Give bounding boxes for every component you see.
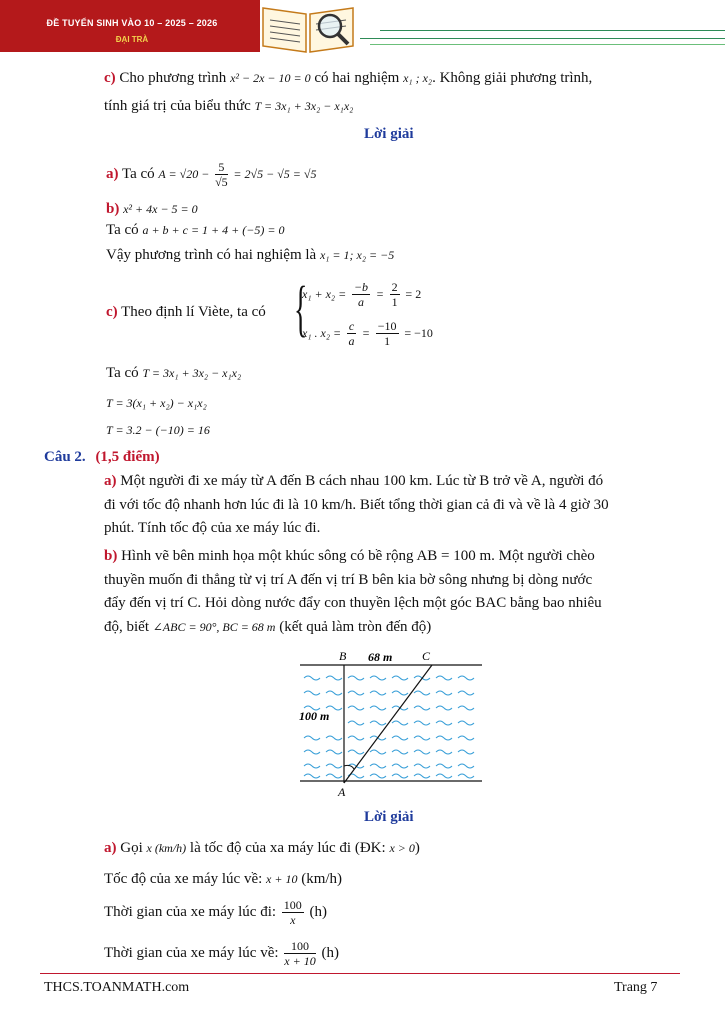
problem-c-line1: c) Cho phương trình x² − 2x − 10 = 0 có hai nghiệm x₁ ; x₂. Không giải phương trình, bbox=[104, 70, 593, 86]
solution-b-line2: Ta có a + b + c = 1 + 4 + (−5) = 0 bbox=[106, 222, 285, 238]
question-2b: b) Hình vẽ bên minh họa một khúc sông có bề rộng AB = 100 m. Một người chèo thuyền muốn đi thẳng từ vị trí A đến vị trí B bên kia bờ sông nhưng bị dòng nước đẩy đến vị trí C. Hỏi dòng nước đẩy con thuyền lệch một góc BAC bằng bao nhiêu độ, biết ∠ABC = 90°, BC = 68 m (kết quả làm tròn đến độ) bbox=[104, 548, 602, 635]
solution-b-line1: b) x² + 4x − 5 = 0 bbox=[106, 201, 198, 217]
header-rule bbox=[380, 30, 725, 31]
viete-sum: x₁ + x₂ = $\frac{-b}{a}$ = $\frac{2}{1}$ = 2 bbox=[302, 280, 422, 310]
footer-rule bbox=[40, 973, 680, 974]
solution-title: Lời giải bbox=[364, 809, 414, 825]
solution-a: a) Ta có A = √20 − $\frac{5}{√5}$ = 2√5 − √5 = √5 bbox=[106, 160, 317, 189]
solution-c-t2: T = 3(x₁ + x₂) − x₁x₂ bbox=[106, 396, 207, 410]
question-2-heading: Câu 2. (1,5 điểm) bbox=[44, 449, 160, 465]
page-number: Trang 7 bbox=[614, 980, 658, 995]
solution-c-t3: T = 3.2 − (−10) = 16 bbox=[106, 423, 210, 437]
system-brace: { bbox=[294, 275, 308, 343]
question-2a: a) Một người đi xe máy từ A đến B cách nhau 100 km. Lúc từ B trở về A, người đó đi với tốc độ nhanh hơn lúc đi là 10 km/h. Biết tổng thời gian cả đi và về là 4 giờ 30 phút. Tính tốc độ của xe máy lúc đi. bbox=[104, 473, 609, 536]
header-subtitle: ĐẠI TRÀ bbox=[115, 35, 149, 44]
header-rule bbox=[370, 44, 725, 45]
label-B: B bbox=[339, 649, 347, 663]
label-AB: 100 m bbox=[299, 709, 330, 723]
solution-2a-line3: Thời gian của xe máy lúc đi: $\frac{100}{x}$ (h) bbox=[104, 898, 328, 928]
angle-mark bbox=[344, 765, 354, 769]
river-figure bbox=[296, 648, 486, 800]
problem-c-line2: tính giá trị của biểu thức T = 3x₁ + 3x₂ − x₁x₂ bbox=[104, 98, 354, 114]
book-magnifier-icon bbox=[258, 0, 358, 54]
label-BC: 68 m bbox=[368, 650, 393, 664]
header-rule bbox=[360, 38, 725, 39]
water-waves bbox=[304, 676, 474, 778]
solution-c-t1: Ta có T = 3x₁ + 3x₂ − x₁x₂ bbox=[106, 365, 242, 381]
solution-c-intro: c) Theo định lí Viète, ta có bbox=[106, 304, 266, 320]
label-C: C bbox=[422, 649, 431, 663]
header-title: ĐỀ TUYỂN SINH VÀO 10 – 2025 – 2026 bbox=[46, 18, 218, 28]
solution-2a-line2: Tốc độ của xe máy lúc về: x + 10 (km/h) bbox=[104, 871, 343, 887]
solution-b-line3: Vậy phương trình có hai nghiệm là x₁ = 1; x₂ = −5 bbox=[106, 247, 395, 263]
solution-title: Lời giải bbox=[364, 126, 414, 142]
viete-product: x₁ . x₂ = $\frac{c}{a}$ = $\frac{-10}{1}$ = −10 bbox=[302, 319, 433, 349]
label-A: A bbox=[338, 785, 346, 799]
solution-2a-line4: Thời gian của xe máy lúc về: $\frac{100}{x + 10}$ (h) bbox=[104, 939, 339, 969]
footer-site: THCS.TOANMATH.com bbox=[44, 980, 190, 995]
solution-2a-line1: a) Gọi x (km/h) là tốc độ của xa máy lúc đi (ĐK: x > 0) bbox=[104, 840, 420, 856]
